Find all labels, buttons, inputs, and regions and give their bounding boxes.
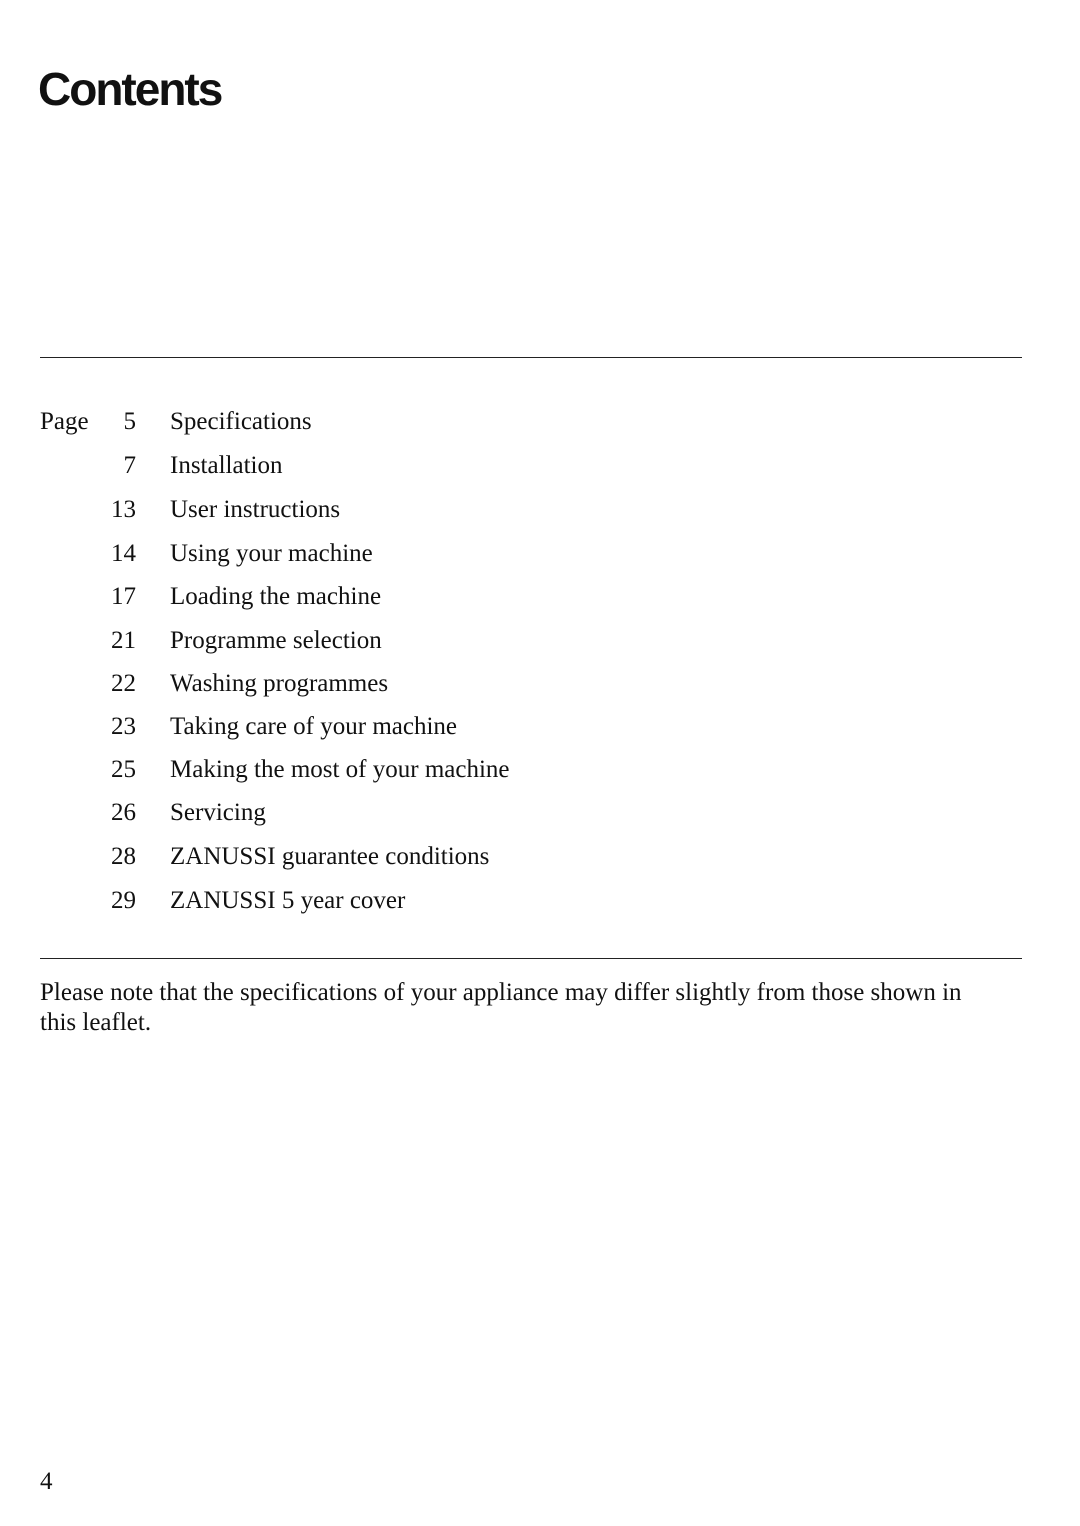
toc-page-number: 23 [111,713,136,740]
divider-bottom [40,958,1022,959]
toc-page-number: 21 [111,627,136,654]
toc-page-number: 7 [123,452,136,479]
toc-title: Taking care of your machine [170,713,458,740]
toc-title: ZANUSSI guarantee conditions [170,843,490,870]
toc-title: Loading the machine [170,583,382,610]
toc-title: Using your machine [170,540,373,567]
toc-title: ZANUSSI 5 year cover [170,887,406,914]
toc-page-number: 25 [111,756,136,783]
toc-title: Washing programmes [170,670,389,697]
toc-title: Specifications [170,408,312,435]
toc-page-number: 22 [111,670,136,697]
toc-title: Making the most of your machine [170,756,510,783]
page-label: Page [40,408,89,435]
toc-title: Installation [170,452,283,479]
toc-page-number: 17 [111,583,136,610]
toc-title: User instructions [170,496,341,523]
toc-page-number: 28 [111,843,136,870]
toc-page-number: 26 [111,799,136,826]
toc-page-number: 29 [111,887,136,914]
toc-page-number: 14 [111,540,136,567]
toc-title: Programme selection [170,627,382,654]
divider-top [40,357,1022,358]
toc-title: Servicing [170,799,266,826]
page-number: 4 [40,1468,53,1495]
toc-page-number: 13 [111,496,136,523]
page-title: Contents [38,63,222,115]
note-text: Please note that the specifications of your appliance may differ slightly from those shown in this leaflet. [40,979,962,1036]
toc-page-number: 5 [123,408,136,435]
